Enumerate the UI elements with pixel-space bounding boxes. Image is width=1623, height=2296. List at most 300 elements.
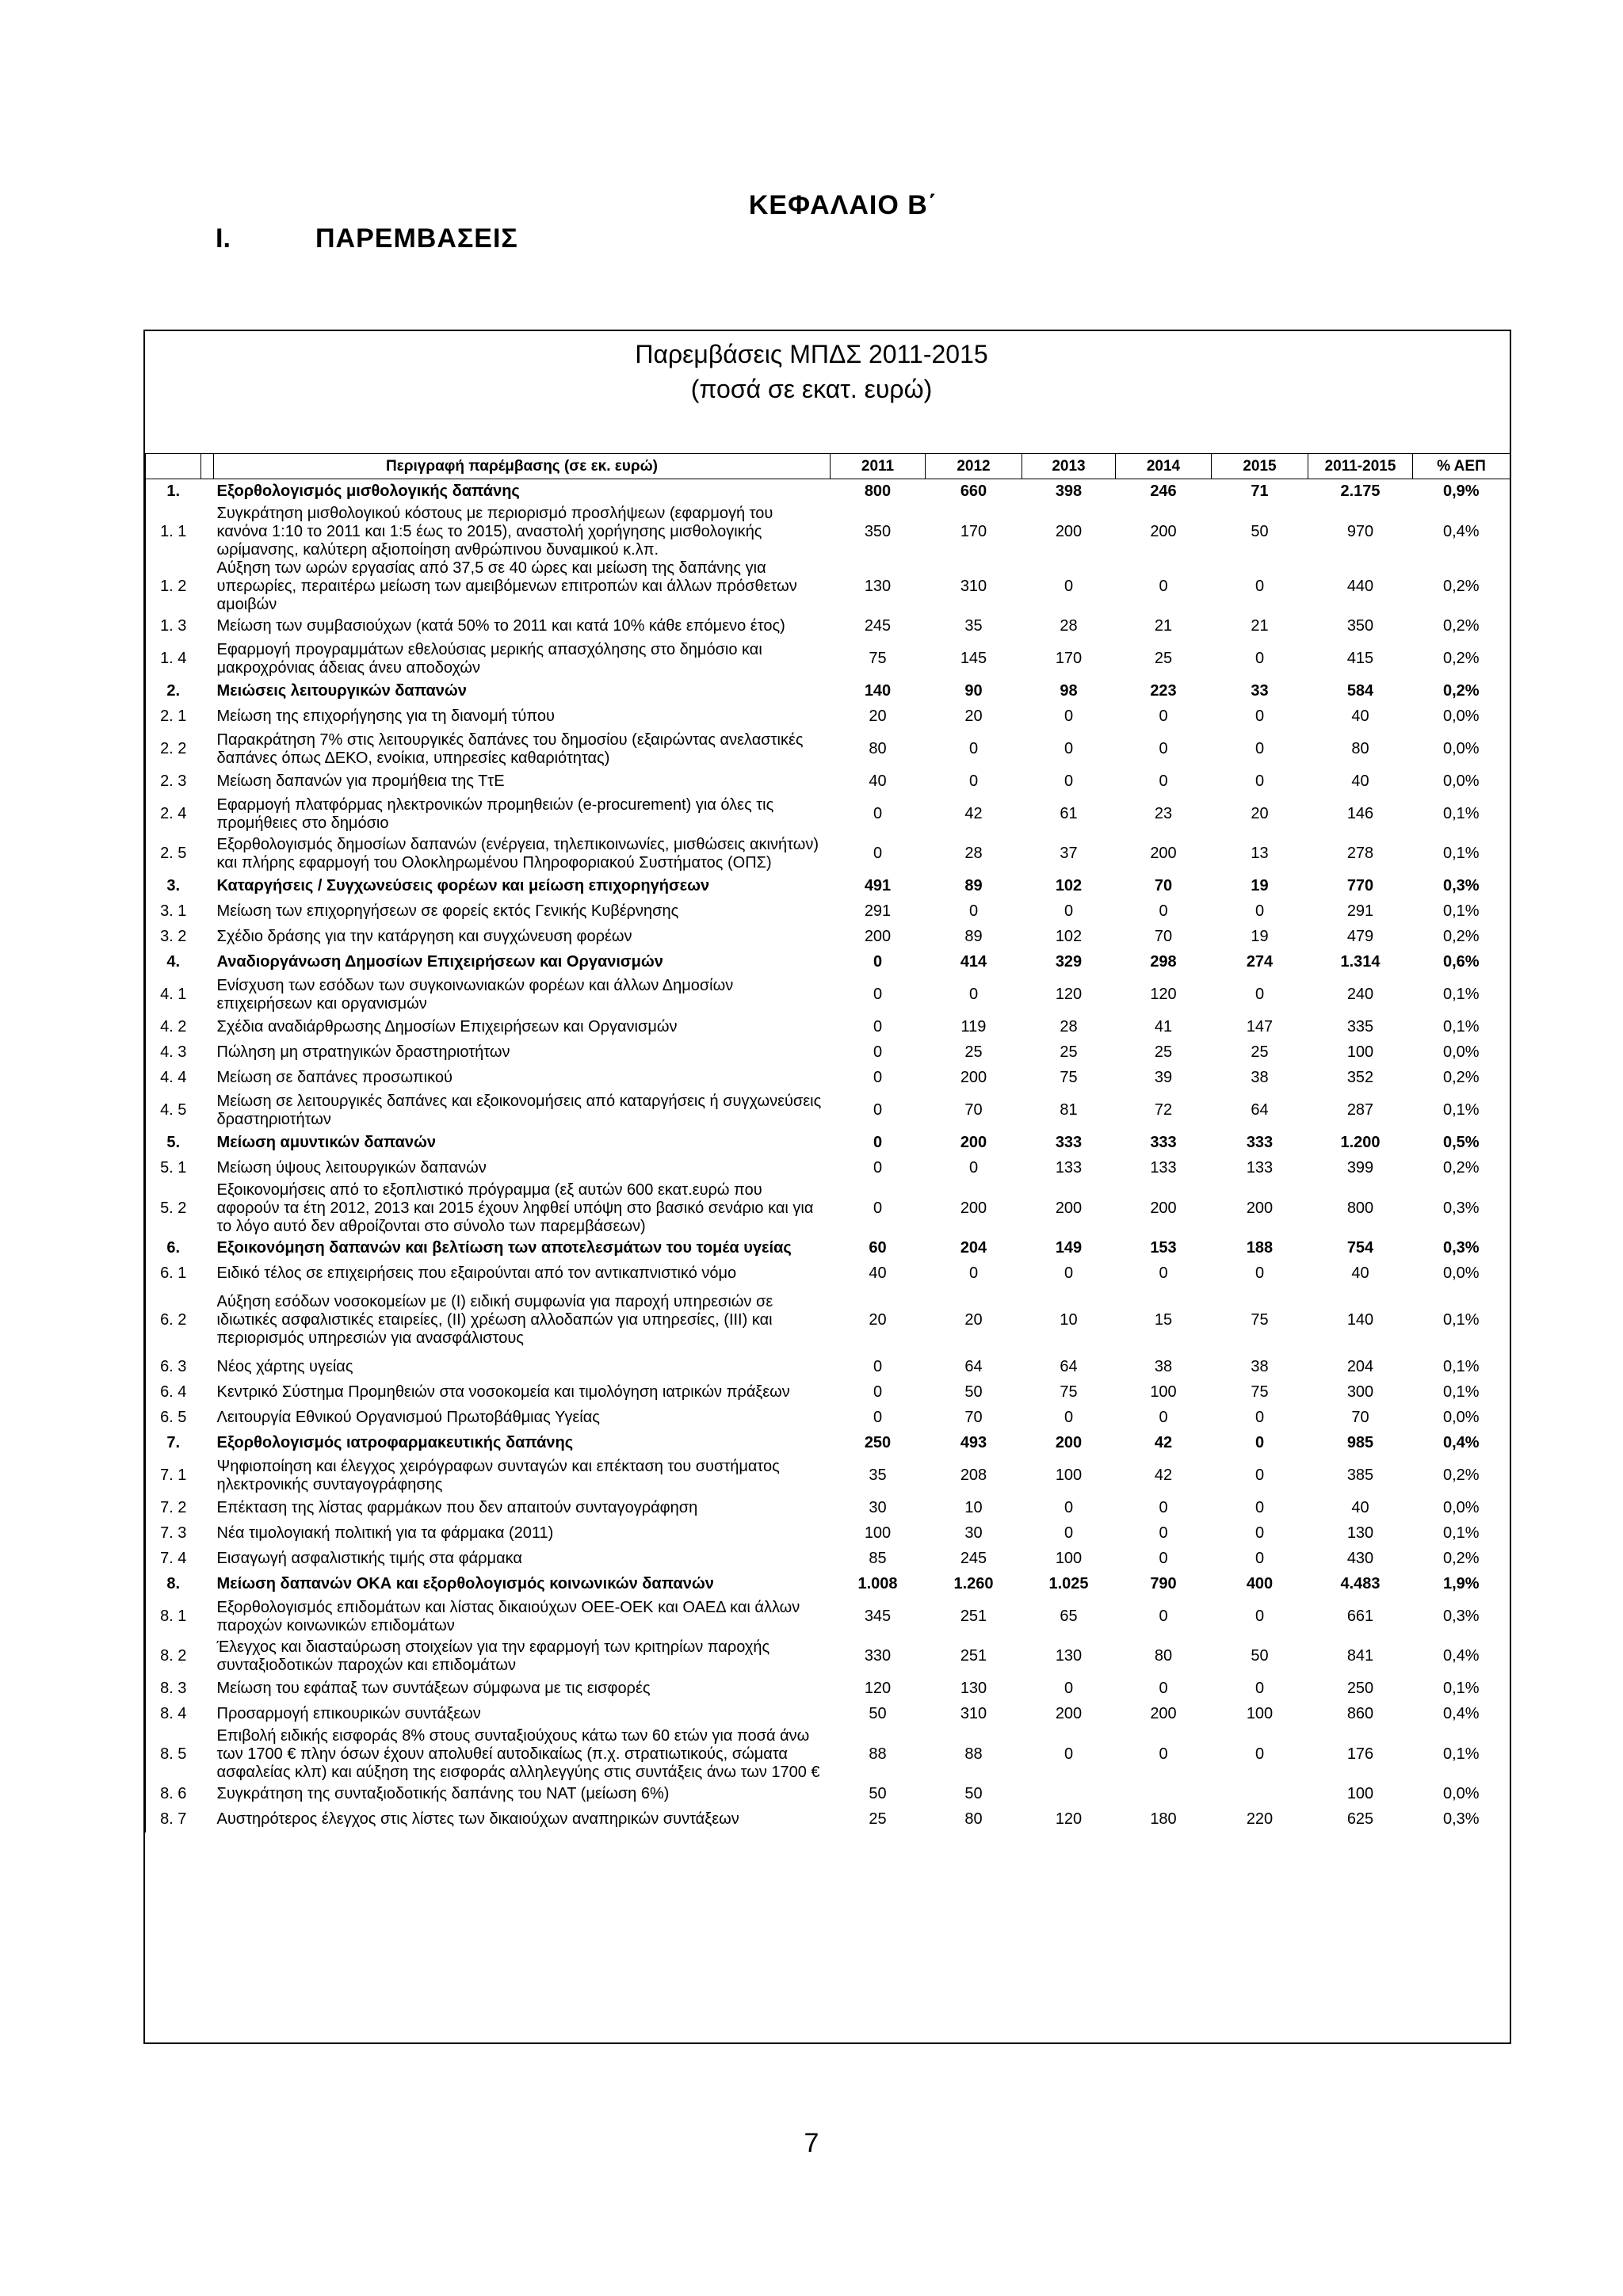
value-2011: 85	[869, 1550, 887, 1567]
row-spacer	[201, 1702, 214, 1727]
row-description: Παρακράτηση 7% στις λειτουργικές δαπάνες του δημοσίου (εξαιρώντας ανελαστικές δαπάνες όπως ΔΕΚΟ, ενοίκια, υπηρεσίες καθαριότητας)	[216, 730, 804, 767]
value-2015: 0	[1254, 1434, 1265, 1451]
header-total: 2011-2015	[1308, 454, 1413, 479]
header-2011: 2011	[831, 454, 926, 479]
value-2012: 170	[960, 522, 987, 540]
value-2012: 0	[968, 902, 979, 920]
value-2015: 38	[1251, 1358, 1269, 1375]
value-gdp-pct: 0,0%	[1413, 1405, 1510, 1431]
value-2011: 0	[873, 1383, 883, 1401]
value-total: 2.175	[1340, 482, 1381, 501]
row-description: Μείωση δαπανών ΟΚΑ και εξορθολογισμός κοινωνικών δαπανών	[216, 1575, 714, 1592]
table-row	[146, 1261, 1510, 1287]
value-2013: 25	[1060, 1043, 1078, 1061]
value-2013: 10	[1060, 1311, 1078, 1329]
row-description: Αύξηση εσόδων νοσοκομείων με (Ι) ειδική συμφωνία για παροχή υπηρεσιών σε ιδιωτικές ασφαλιστικές εταιρείες, (ΙΙ) χρέωση αλλοδαπών για υπηρεσίες, (ΙΙΙ) και περιορισμός υπηρεσιών για ανασφάλιστους	[216, 1293, 773, 1347]
value-gdp-pct: 0,2%	[1413, 1066, 1510, 1091]
value-2015: 38	[1251, 1069, 1269, 1086]
value-2011: 40	[869, 772, 887, 790]
value-2011: 0	[873, 953, 883, 971]
value-2015: 0	[1254, 1524, 1265, 1542]
value-2011: 800	[864, 482, 892, 501]
value-2012: 251	[960, 1608, 987, 1625]
value-2013: 333	[1055, 1134, 1083, 1151]
value-2011: 60	[869, 1239, 887, 1257]
row-description: Αυστηρότερος έλεγχος στις λίστες των δικαιούχων αναπηρικών συντάξεων	[216, 1810, 739, 1828]
value-2013: 37	[1060, 845, 1078, 862]
table-row-group	[146, 950, 1510, 975]
row-code: 8. 2	[146, 1637, 201, 1676]
row-spacer	[201, 614, 214, 639]
value-2015: 333	[1246, 1134, 1274, 1151]
value-2014: 0	[1159, 772, 1168, 790]
value-2014: 0	[1159, 1745, 1168, 1763]
value-2014: 39	[1154, 1069, 1173, 1086]
value-2011: 140	[864, 682, 892, 700]
value-2012: 20	[964, 1311, 983, 1329]
row-spacer	[201, 1380, 214, 1405]
value-2013: 133	[1055, 1159, 1083, 1177]
row-code: 5. 1	[146, 1156, 201, 1181]
value-total: 40	[1351, 1499, 1369, 1516]
table-row	[146, 1702, 1510, 1727]
row-code: 7.	[146, 1431, 201, 1456]
table-row	[146, 925, 1510, 950]
value-gdp-pct: 0,0%	[1413, 730, 1510, 769]
value-total: 278	[1346, 845, 1374, 862]
row-spacer	[201, 1181, 214, 1236]
row-code: 2. 4	[146, 795, 201, 834]
row-description: Μείωση δαπανών για προμήθεια της ΤτΕ	[216, 772, 505, 790]
row-spacer	[201, 505, 214, 559]
value-2013: 65	[1060, 1608, 1078, 1625]
value-gdp-pct: 0,0%	[1413, 1782, 1510, 1807]
value-2011: 0	[873, 986, 883, 1003]
value-total: 204	[1346, 1358, 1374, 1375]
row-description: Λειτουργία Εθνικού Οργανισμού Πρωτοβάθμιας Υγείας	[216, 1409, 600, 1426]
value-gdp-pct: 0,1%	[1413, 1380, 1510, 1405]
value-2015: 200	[1246, 1199, 1274, 1217]
value-gdp-pct: 0,0%	[1413, 1040, 1510, 1066]
value-2014: 0	[1159, 1264, 1168, 1282]
table-row	[146, 1547, 1510, 1572]
value-2015: 133	[1246, 1159, 1274, 1177]
table-row	[146, 1015, 1510, 1040]
row-description: Σχέδιο δράσης για την κατάργηση και συγχώνευση φορέων	[216, 928, 632, 945]
value-2014: 200	[1150, 1199, 1177, 1217]
value-2015: 20	[1251, 805, 1269, 822]
value-2015: 21	[1251, 617, 1269, 635]
value-2014: 42	[1154, 1434, 1173, 1451]
table-row	[146, 730, 1510, 769]
value-2014: 0	[1159, 1409, 1168, 1426]
table-row	[146, 1597, 1510, 1637]
value-2012: 0	[968, 1159, 979, 1177]
value-2011: 245	[864, 617, 892, 635]
value-gdp-pct: 0,5%	[1413, 1131, 1510, 1156]
value-gdp-pct: 0,2%	[1413, 925, 1510, 950]
value-2013: 100	[1055, 1466, 1083, 1484]
table-row	[146, 1156, 1510, 1181]
value-gdp-pct: 0,0%	[1413, 1496, 1510, 1521]
value-2011: 75	[869, 650, 887, 667]
value-2013: 130	[1055, 1647, 1083, 1665]
value-2011: 0	[873, 1358, 883, 1375]
value-gdp-pct: 0,1%	[1413, 795, 1510, 834]
value-2013: 0	[1064, 1680, 1074, 1697]
row-spacer	[201, 639, 214, 679]
row-description: Ψηφιοποίηση και έλεγχος χειρόγραφων συνταγών και επέκταση του συστήματος ηλεκτρονικής συνταγογράφησης	[216, 1457, 780, 1493]
row-spacer	[201, 1015, 214, 1040]
value-total: 130	[1346, 1524, 1374, 1542]
value-2015: 0	[1254, 1680, 1265, 1697]
value-2015: 0	[1254, 577, 1265, 595]
row-code: 4. 1	[146, 975, 201, 1015]
value-total: 1.314	[1340, 953, 1381, 971]
row-description: Μείωση της επιχορήγησης για τη διανομή τύπου	[216, 707, 555, 725]
row-code: 2. 5	[146, 834, 201, 874]
value-total: 40	[1351, 1264, 1369, 1282]
row-spacer	[201, 1456, 214, 1496]
row-spacer	[201, 1572, 214, 1597]
value-2014: 200	[1150, 1705, 1177, 1722]
row-spacer	[201, 1727, 214, 1782]
table-row	[146, 975, 1510, 1015]
value-2015: 75	[1251, 1383, 1269, 1401]
value-2012: 89	[964, 928, 983, 945]
value-2015: 0	[1254, 1466, 1265, 1484]
row-description: Μείωση σε δαπάνες προσωπικού	[216, 1069, 453, 1086]
row-description: Σχέδια αναδιάρθρωσης Δημοσίων Επιχειρήσεων και Οργανισμών	[216, 1018, 678, 1035]
value-total: 754	[1346, 1239, 1374, 1257]
row-spacer	[201, 1131, 214, 1156]
value-2015: 220	[1246, 1810, 1274, 1828]
value-2015: 400	[1246, 1575, 1274, 1592]
row-spacer	[201, 1431, 214, 1456]
table-row	[146, 1405, 1510, 1431]
value-2012: 25	[964, 1043, 983, 1061]
row-code: 3.	[146, 874, 201, 899]
row-description: Μείωση ύψους λειτουργικών δαπανών	[216, 1159, 487, 1177]
value-gdp-pct: 0,2%	[1413, 679, 1510, 704]
value-2014: 0	[1159, 740, 1168, 757]
table-row	[146, 834, 1510, 874]
value-gdp-pct: 0,1%	[1413, 1287, 1510, 1355]
value-2013: 0	[1064, 1499, 1074, 1516]
row-description: Εξορθολογισμός δημοσίων δαπανών (ενέργεια, τηλεπικοινωνίες, μισθώσεις ακινήτων) και πλήρης εφαρμογή του Ολοκληρωμένου Πληροφοριακού Συστήματος (ΟΠΣ)	[216, 835, 819, 871]
value-2014: 21	[1154, 617, 1173, 635]
value-2012: 90	[964, 682, 983, 700]
row-description: Μειώσεις λειτουργικών δαπανών	[216, 682, 467, 700]
row-code: 4. 5	[146, 1091, 201, 1131]
row-description: Εξοικονόμηση δαπανών και βελτίωση των αποτελεσμάτων του τομέα υγείας	[216, 1239, 792, 1257]
value-2011: 80	[869, 740, 887, 757]
value-2014: 42	[1154, 1466, 1173, 1484]
value-2014: 0	[1159, 707, 1168, 725]
value-2011: 20	[869, 1311, 887, 1329]
value-2015: 0	[1254, 772, 1265, 790]
value-2011: 40	[869, 1264, 887, 1282]
table-row	[146, 1676, 1510, 1702]
value-2011: 250	[864, 1434, 892, 1451]
value-2012: 245	[960, 1550, 987, 1567]
header-blank	[201, 454, 214, 479]
row-description: Μείωση των συμβασιούχων (κατά 50% το 2011 και κατά 10% κάθε επόμενο έτος)	[216, 617, 785, 635]
value-2014: 0	[1159, 1499, 1168, 1516]
value-2015: 75	[1251, 1311, 1269, 1329]
row-code: 4.	[146, 950, 201, 975]
row-spacer	[201, 1405, 214, 1431]
value-2011: 50	[869, 1785, 887, 1802]
value-2013: 100	[1055, 1550, 1083, 1567]
row-description: Εισαγωγή ασφαλιστικής τιμής στα φάρμακα	[216, 1550, 522, 1567]
table-row	[146, 639, 1510, 679]
row-spacer	[201, 1521, 214, 1547]
row-spacer	[201, 1637, 214, 1676]
value-2012: 200	[960, 1134, 987, 1151]
row-spacer	[201, 1066, 214, 1091]
value-2013: 200	[1055, 1705, 1083, 1722]
value-2014: 0	[1159, 577, 1168, 595]
value-total: 100	[1346, 1785, 1374, 1802]
value-2014: 0	[1159, 1680, 1168, 1697]
value-total: 350	[1346, 617, 1374, 635]
value-2015: 0	[1254, 1264, 1265, 1282]
row-description: Μείωση σε λειτουργικές δαπάνες και εξοικονομήσεις από καταργήσεις ή συγχωνεύσεις δραστηριοτήτων	[216, 1092, 822, 1128]
table-title-line2: (ποσά σε εκατ. ευρώ)	[690, 375, 933, 403]
value-2014: 25	[1154, 1043, 1173, 1061]
value-total: 625	[1346, 1810, 1374, 1828]
value-total: 985	[1346, 1434, 1374, 1451]
value-total: 4.483	[1340, 1575, 1381, 1592]
row-spacer	[201, 559, 214, 614]
row-description: Καταργήσεις / Συγχωνεύσεις φορέων και μείωση επιχορηγήσεων	[216, 877, 710, 894]
value-total: 70	[1351, 1409, 1369, 1426]
value-gdp-pct: 0,4%	[1413, 1431, 1510, 1456]
value-2012: 204	[960, 1239, 987, 1257]
row-description: Εξορθολογισμός μισθολογικής δαπάνης	[216, 482, 520, 501]
value-gdp-pct: 0,0%	[1413, 704, 1510, 730]
row-spacer	[201, 1040, 214, 1066]
value-2014	[1116, 1782, 1212, 1807]
value-gdp-pct: 0,0%	[1413, 769, 1510, 795]
value-2011: 0	[873, 845, 883, 862]
row-spacer	[201, 769, 214, 795]
row-code: 7. 2	[146, 1496, 201, 1521]
value-2013: 0	[1064, 577, 1074, 595]
value-gdp-pct: 0,3%	[1413, 1597, 1510, 1637]
row-spacer	[201, 1287, 214, 1355]
value-2011: 350	[864, 522, 892, 540]
value-gdp-pct: 0,0%	[1413, 1261, 1510, 1287]
table-row	[146, 1782, 1510, 1807]
table-row	[146, 1521, 1510, 1547]
value-2013: 120	[1055, 1810, 1083, 1828]
value-2011: 0	[873, 1069, 883, 1086]
value-gdp-pct: 0,1%	[1413, 1015, 1510, 1040]
table-row	[146, 1287, 1510, 1355]
value-2011: 0	[873, 1043, 883, 1061]
table-body	[146, 479, 1510, 1833]
value-2011: 491	[864, 877, 892, 894]
value-2015: 25	[1251, 1043, 1269, 1061]
value-2013: 0	[1064, 772, 1074, 790]
value-2012: 145	[960, 650, 987, 667]
value-2015: 100	[1246, 1705, 1274, 1722]
value-2013: 0	[1064, 740, 1074, 757]
row-code: 6. 3	[146, 1355, 201, 1380]
value-total: 399	[1346, 1159, 1374, 1177]
row-description: Συγκράτηση μισθολογικού κόστους με περιορισμό προσλήψεων (εφαρμογή του κανόνα 1:10 το 2011 και 1:5 έως το 2015), αναστολή χορήγησης μισθολογικής ωρίμανσης, καλύτερη αξιοποίηση ανθρώπινου δυναμικού κ.λπ.	[216, 504, 773, 559]
value-gdp-pct: 0,1%	[1413, 1727, 1510, 1782]
value-2013: 120	[1055, 986, 1083, 1003]
header-2012: 2012	[926, 454, 1022, 479]
value-2015: 0	[1254, 1550, 1265, 1567]
table-row-group	[146, 679, 1510, 704]
value-2011: 0	[873, 1134, 883, 1151]
row-spacer	[201, 834, 214, 874]
value-total: 291	[1346, 902, 1374, 920]
row-code: 7. 4	[146, 1547, 201, 1572]
row-code: 6. 4	[146, 1380, 201, 1405]
row-spacer	[201, 1355, 214, 1380]
row-code: 3. 2	[146, 925, 201, 950]
row-description: Ειδικό τέλος σε επιχειρήσεις που εξαιρούνται από τον αντικαπνιστικό νόμο	[216, 1264, 737, 1282]
value-2012: 310	[960, 1705, 987, 1722]
value-2012: 251	[960, 1647, 987, 1665]
value-2015: 33	[1251, 682, 1269, 700]
value-2011: 35	[869, 1466, 887, 1484]
row-spacer	[201, 730, 214, 769]
value-gdp-pct: 0,1%	[1413, 899, 1510, 925]
value-2014: 0	[1159, 1550, 1168, 1567]
value-total: 100	[1346, 1043, 1374, 1061]
table-row-group	[146, 479, 1510, 505]
value-2014: 41	[1154, 1018, 1173, 1035]
row-code: 7. 1	[146, 1456, 201, 1496]
value-2014: 298	[1150, 953, 1177, 971]
row-code: 4. 4	[146, 1066, 201, 1091]
value-2013: 1.025	[1048, 1575, 1089, 1592]
value-2013: 0	[1064, 1264, 1074, 1282]
value-2013: 200	[1055, 1434, 1083, 1451]
value-2013: 102	[1055, 928, 1083, 945]
value-2013: 0	[1064, 707, 1074, 725]
value-2013: 0	[1064, 1745, 1074, 1763]
value-total: 661	[1346, 1608, 1374, 1625]
value-total: 479	[1346, 928, 1374, 945]
value-2015: 0	[1254, 986, 1265, 1003]
row-spacer	[201, 950, 214, 975]
value-2011: 130	[864, 577, 892, 595]
row-code: 8. 1	[146, 1597, 201, 1637]
value-2015: 19	[1251, 928, 1269, 945]
value-gdp-pct: 0,1%	[1413, 834, 1510, 874]
row-spacer	[201, 1156, 214, 1181]
value-2015: 0	[1254, 902, 1265, 920]
row-code: 6. 5	[146, 1405, 201, 1431]
row-code: 8. 3	[146, 1676, 201, 1702]
value-2011: 120	[864, 1680, 892, 1697]
value-gdp-pct: 0,3%	[1413, 874, 1510, 899]
row-spacer	[201, 874, 214, 899]
value-2011: 200	[864, 928, 892, 945]
row-spacer	[201, 975, 214, 1015]
value-2013: 28	[1060, 617, 1078, 635]
value-2014: 246	[1150, 482, 1177, 501]
row-description: Μείωση του εφάπαξ των συντάξεων σύμφωνα με τις εισφορές	[216, 1680, 651, 1697]
row-code: 8. 7	[146, 1807, 201, 1833]
value-2013: 75	[1060, 1069, 1078, 1086]
value-2015: 0	[1254, 1745, 1265, 1763]
value-2014: 23	[1154, 805, 1173, 822]
value-total: 335	[1346, 1018, 1374, 1035]
section-title: ΠΑΡΕΜΒΑΣΕΙΣ	[315, 223, 518, 254]
value-2013: 170	[1055, 650, 1083, 667]
table-row-group	[146, 1572, 1510, 1597]
value-2014: 200	[1150, 522, 1177, 540]
value-2015: 19	[1251, 877, 1269, 894]
value-2014: 200	[1150, 845, 1177, 862]
value-2012: 493	[960, 1434, 987, 1451]
value-2015: 0	[1254, 650, 1265, 667]
value-gdp-pct: 0,4%	[1413, 1637, 1510, 1676]
value-total: 80	[1351, 740, 1369, 757]
value-total: 415	[1346, 650, 1374, 667]
table-row-group	[146, 1431, 1510, 1456]
value-gdp-pct: 0,2%	[1413, 1156, 1510, 1181]
row-code: 2. 2	[146, 730, 201, 769]
row-spacer	[201, 1091, 214, 1131]
row-code: 8. 5	[146, 1727, 201, 1782]
value-total: 40	[1351, 707, 1369, 725]
table-header-row	[146, 454, 1510, 479]
value-2011: 0	[873, 1159, 883, 1177]
value-gdp-pct: 0,3%	[1413, 1236, 1510, 1261]
header-blank	[146, 454, 201, 479]
value-total: 146	[1346, 805, 1374, 822]
value-2014: 25	[1154, 650, 1173, 667]
table-row	[146, 1380, 1510, 1405]
row-code: 2. 3	[146, 769, 201, 795]
value-2013: 200	[1055, 1199, 1083, 1217]
row-description: Νέα τιμολογιακή πολιτική για τα φάρμακα (2011)	[216, 1524, 554, 1542]
row-description: Αύξηση των ωρών εργασίας από 37,5 σε 40 ώρες και μείωση της δαπάνης για υπερωρίες, περαιτέρω μείωση των αμειβόμενων επιτροπών και άλλων πρόσθετων αμοιβών	[216, 559, 797, 613]
table-row	[146, 505, 1510, 559]
value-2015: 274	[1246, 953, 1274, 971]
page-number: 7	[804, 2128, 819, 2158]
section-number: I.	[216, 223, 231, 254]
value-total: 970	[1346, 522, 1374, 540]
value-2014: 0	[1159, 1524, 1168, 1542]
value-2014: 70	[1154, 928, 1173, 945]
value-2014: 15	[1154, 1311, 1173, 1329]
row-description: Ενίσχυση των εσόδων των συγκοινωνιακών φορέων και άλλων Δημοσίων επιχειρήσεων και οργανισμών	[216, 976, 734, 1013]
value-2015: 71	[1251, 482, 1269, 501]
row-spacer	[201, 679, 214, 704]
value-2012: 310	[960, 577, 987, 595]
value-2011: 100	[864, 1524, 892, 1542]
row-spacer	[201, 1676, 214, 1702]
row-code: 8. 4	[146, 1702, 201, 1727]
table-row-group	[146, 1236, 1510, 1261]
value-2014: 790	[1150, 1575, 1177, 1592]
row-code: 1. 1	[146, 505, 201, 559]
value-2013: 81	[1060, 1101, 1078, 1119]
header-description: Περιγραφή παρέμβασης (σε εκ. ευρώ)	[214, 454, 831, 479]
value-2011: 330	[864, 1647, 892, 1665]
value-2015: 0	[1254, 1499, 1265, 1516]
